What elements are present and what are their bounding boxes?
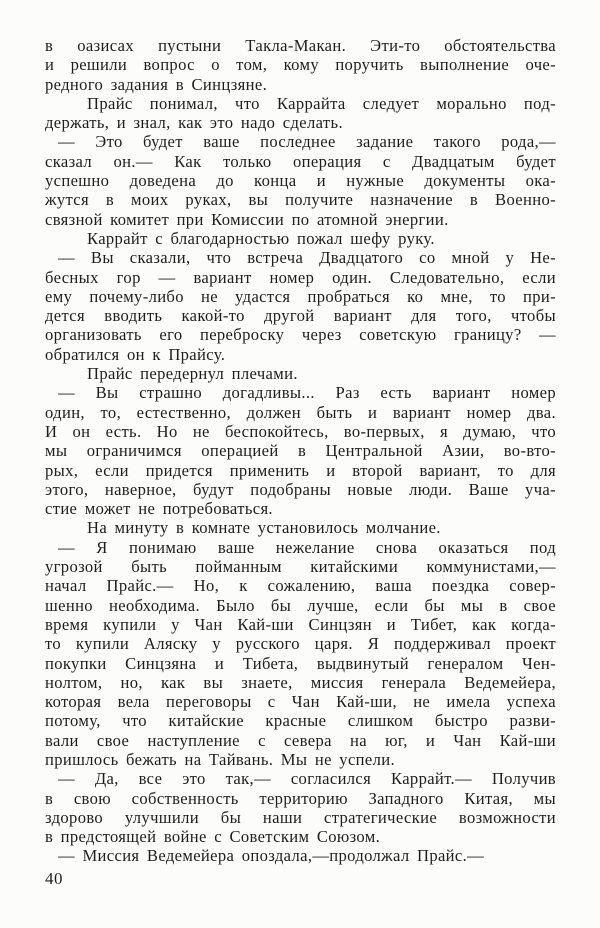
text-line: дется вводить какой-то другой вариант для того, чтобы (45, 306, 556, 326)
text-line: — Это будет ваше последнее задание такого рода,— (58, 132, 556, 152)
text-line: обратился он к Прайсу. (45, 344, 226, 364)
text-line: связной комитет при Комиссии по атомной энергии. (45, 209, 449, 229)
text-line: то купили Аляску у русского царя. Я поддерживал проект (45, 634, 556, 654)
text-line: угрозой быть пойманным китайскими коммунистами,— (45, 557, 556, 577)
text-line: мы ограничимся операцией в Центральной Азии, во-вто- (45, 441, 556, 461)
text-line: один, то, естественно, должен быть и вариант номер два. (45, 402, 556, 422)
text-line: Каррайт с благодарностью пожал шефу руку. (87, 228, 435, 248)
text-line: пришлось бежать на Тайвань. Мы не успели. (45, 749, 395, 769)
text-line: ему почему-либо не удастся пробраться ко мне, то при- (45, 286, 556, 306)
text-line: держать, и знал, как это надо сделать. (45, 113, 343, 133)
text-line: начал Прайс.— Но, к сожалению, ваша поездка совер- (45, 576, 556, 596)
text-line: в оазисах пустыни Такла-Макан. Эти-то обстоятельства (45, 36, 556, 55)
text-line: — Вы сказали, что встреча Двадцатого со мной у Не- (58, 248, 556, 268)
text-line: бесных гор — вариант номер один. Следовательно, если (45, 267, 556, 287)
text-line: здорово улучшили бы наши стратегические возможности (45, 807, 556, 827)
text-block (45, 36, 556, 866)
text-line: нолтом, но, как вы знаете, миссия генерала Ведемейера, (45, 672, 556, 692)
text-line: организовать его переброску через советскую границу? — (45, 325, 556, 345)
text-line: — Вы страшно догадливы... Раз есть вариант номер (58, 383, 556, 403)
text-line: Прайс передернул плечами. (87, 364, 298, 384)
text-line: рых, если придется применить и второй вариант, то для (45, 460, 556, 480)
text-line: вали свое наступление с севера на юг, и Чан Кай-ши (45, 730, 556, 750)
text-line: редного задания в Синцзяне. (45, 74, 268, 94)
text-line: потому, что китайские красные слишком быстро разви- (45, 711, 556, 731)
text-line: И он есть. Но не беспокойтесь, во-первых, я думаю, что (45, 421, 556, 441)
text-line: время купили у Чан Кай-ши Синцзян и Тибет, как когда- (45, 614, 556, 634)
text-line: Прайс понимал, что Каррайта следует морально под- (87, 93, 556, 113)
text-line: шенно необходима. Было бы лучше, если бы мы в свое (45, 595, 556, 615)
text-line: и решили вопрос о том, кому поручить выполнение оче- (45, 55, 556, 75)
text-line: в свою собственность территорию Западного Китая, мы (45, 788, 556, 808)
text-line: стие может не потребоваться. (45, 499, 273, 519)
text-line: успешно доведена до конца и нужные документы ока- (45, 171, 556, 191)
text-line: жутся в моих руках, вы получите назначение в Военно- (45, 190, 556, 210)
text-line: — Да, все это так,— согласился Каррайт.— Получив (58, 769, 556, 789)
text-line: покупки Синцзяна и Тибета, выдвинутый генералом Чен- (45, 653, 556, 673)
text-line: На минуту в комнате установилось молчание. (87, 518, 441, 538)
page-number: 40 (45, 869, 63, 888)
text-line: — Миссия Ведемейера опоздала,—продолжал Прайс.— (58, 846, 485, 866)
text-line: в предстоящей войне с Советским Союзом. (45, 827, 381, 847)
text-line: этого, наверное, будут подобраны новые люди. Ваше уча- (45, 479, 556, 499)
text-line: которая вела переговоры с Чан Кай-ши, не имела успеха (45, 692, 556, 712)
text-line: — Я понимаю ваше нежелание снова оказаться под (58, 537, 556, 557)
text-line: сказал он.— Как только операция с Двадцатым будет (45, 151, 556, 171)
